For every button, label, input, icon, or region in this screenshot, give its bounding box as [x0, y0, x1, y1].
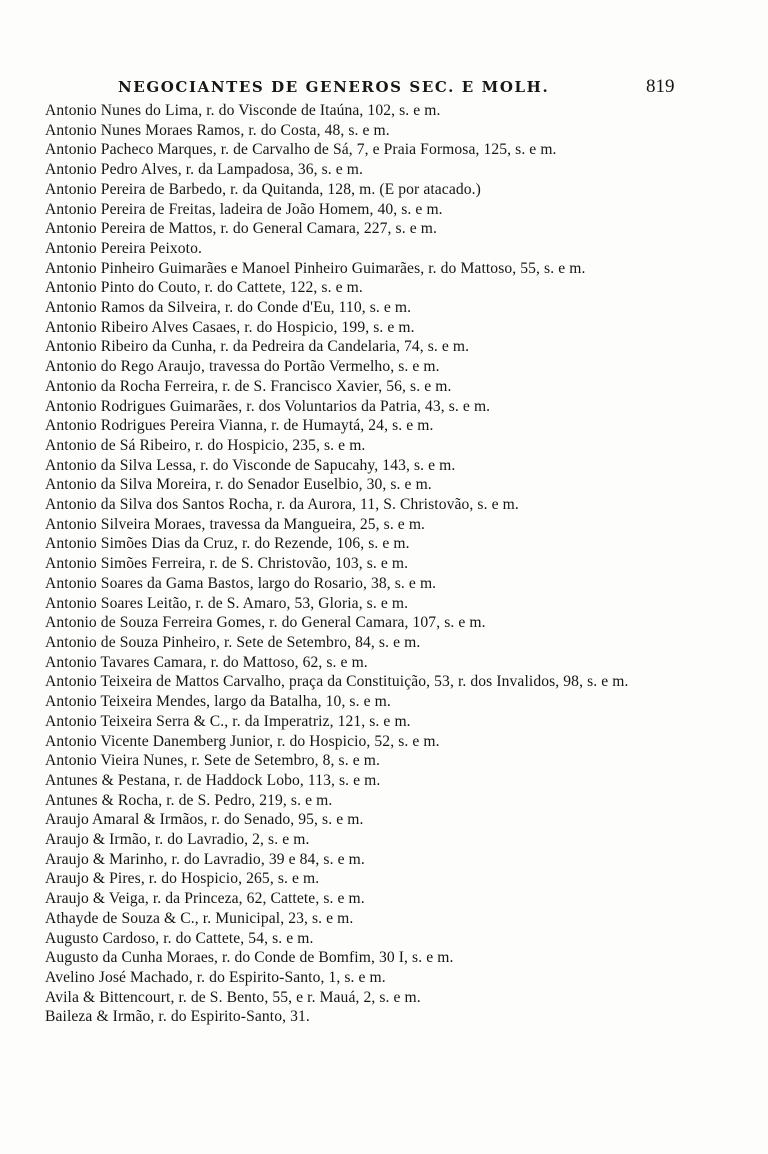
directory-entry: Antonio Soares da Gama Bastos, largo do Rosario, 38, s. e m.: [45, 574, 437, 592]
directory-entry: Antonio Pereira de Freitas, ladeira de João Homem, 40, s. e m.: [45, 200, 443, 218]
directory-entry: Antonio Rodrigues Pereira Vianna, r. de Humaytá, 24, s. e m.: [45, 417, 434, 435]
directory-entry: Antonio Simões Ferreira, r. de S. Christovão, 103, s. e m.: [45, 555, 409, 573]
directory-entry: Antonio Nunes Moraes Ramos, r. do Costa, 48, s. e m.: [45, 121, 390, 139]
directory-entry: Antonio Vicente Danemberg Junior, r. do Hospicio, 52, s. e m.: [45, 732, 440, 750]
directory-entry: Araujo & Pires, r. do Hospicio, 265, s. e m.: [45, 870, 320, 888]
directory-entry: Araujo Amaral & Irmãos, r. do Senado, 95, s. e m.: [45, 811, 364, 829]
directory-entry: Araujo & Irmão, r. do Lavradio, 2, s. e m.: [45, 831, 310, 849]
directory-entries: [45, 101, 690, 1027]
directory-entry: Antonio Teixeira Serra & C., r. da Imperatriz, 121, s. e m.: [45, 712, 411, 730]
directory-entry: Antonio de Souza Pinheiro, r. Sete de Setembro, 84, s. e m.: [45, 633, 421, 651]
directory-entry: Antonio Pereira Peixoto.: [45, 239, 203, 257]
running-title: NEGOCIANTES DE GENEROS SEC. E MOLH.: [118, 78, 550, 96]
directory-entry: Antonio da Silva dos Santos Rocha, r. da Aurora, 11, S. Christovão, s. e m.: [45, 496, 519, 514]
directory-entry: Antonio Tavares Camara, r. do Mattoso, 62, s. e m.: [45, 653, 368, 671]
directory-entry: Antunes & Pestana, r. de Haddock Lobo, 113, s. e m.: [45, 771, 381, 789]
directory-entry: Antonio Teixeira de Mattos Carvalho, praça da Constituição, 53, r. dos Invalidos, 98, s. e m.: [45, 673, 629, 691]
directory-entry: Antonio Ribeiro Alves Casaes, r. do Hospicio, 199, s. e m.: [45, 318, 415, 336]
directory-entry: Antonio Pereira de Barbedo, r. da Quitanda, 128, m. (E por atacado.): [45, 180, 481, 198]
directory-entry: Avelino José Machado, r. do Espirito-Santo, 1, s. e m.: [45, 968, 386, 986]
directory-entry: Antunes & Rocha, r. de S. Pedro, 219, s. e m.: [45, 791, 333, 809]
directory-entry: Antonio Pinheiro Guimarães e Manoel Pinheiro Guimarães, r. do Mattoso, 55, s. e m.: [45, 259, 586, 277]
page-number: 819: [646, 76, 675, 97]
directory-entry: Antonio da Silva Lessa, r. do Visconde de Sapucahy, 143, s. e m.: [45, 456, 456, 474]
directory-entry: Augusto da Cunha Moraes, r. do Conde de Bomfim, 30 I, s. e m.: [45, 949, 454, 967]
directory-entry: Avila & Bittencourt, r. de S. Bento, 55, e r. Mauá, 2, s. e m.: [45, 988, 421, 1006]
directory-entry: Araujo & Marinho, r. do Lavradio, 39 e 84, s. e m.: [45, 850, 365, 868]
page-header: [0, 76, 768, 100]
directory-entry: Antonio Soares Leitão, r. de S. Amaro, 53, Gloria, s. e m.: [45, 594, 409, 612]
directory-entry: Antonio Pedro Alves, r. da Lampadosa, 36, s. e m.: [45, 161, 364, 179]
directory-entry: Antonio Teixeira Mendes, largo da Batalha, 10, s. e m.: [45, 693, 391, 711]
directory-entry: Antonio da Rocha Ferreira, r. de S. Francisco Xavier, 56, s. e m.: [45, 377, 452, 395]
directory-entry: Antonio do Rego Araujo, travessa do Portão Vermelho, s. e m.: [45, 358, 440, 376]
directory-entry: Antonio Ribeiro da Cunha, r. da Pedreira da Candelaria, 74, s. e m.: [45, 338, 470, 356]
directory-entry: Athayde de Souza & C., r. Municipal, 23, s. e m.: [45, 909, 354, 927]
directory-entry: Antonio Pacheco Marques, r. de Carvalho de Sá, 7, e Praia Formosa, 125, s. e m.: [45, 141, 557, 159]
directory-entry: Antonio Nunes do Lima, r. do Visconde de Itaúna, 102, s. e m.: [45, 102, 441, 119]
directory-entry: Antonio de Souza Ferreira Gomes, r. do General Camara, 107, s. e m.: [45, 614, 486, 632]
directory-entry: Antonio Ramos da Silveira, r. do Conde d'Eu, 110, s. e m.: [45, 299, 412, 317]
directory-entry: Baileza & Irmão, r. do Espirito-Santo, 31.: [45, 1008, 310, 1026]
directory-entry: Antonio Pereira de Mattos, r. do General Camara, 227, s. e m.: [45, 220, 437, 238]
directory-entry: Antonio Vieira Nunes, r. Sete de Setembro, 8, s. e m.: [45, 752, 380, 770]
directory-entry: Antonio Rodrigues Guimarães, r. dos Voluntarios da Patria, 43, s. e m.: [45, 397, 491, 415]
directory-entry: Antonio Silveira Moraes, travessa da Mangueira, 25, s. e m.: [45, 515, 426, 533]
directory-entry: Antonio de Sá Ribeiro, r. do Hospicio, 235, s. e m.: [45, 436, 366, 454]
directory-entry: Augusto Cardoso, r. do Cattete, 54, s. e m.: [45, 929, 314, 947]
directory-entry: Antonio da Silva Moreira, r. do Senador Euselbio, 30, s. e m.: [45, 476, 432, 494]
directory-entry: Araujo & Veiga, r. da Princeza, 62, Cattete, s. e m.: [45, 890, 365, 908]
directory-entry: Antonio Pinto do Couto, r. do Cattete, 122, s. e m.: [45, 279, 363, 297]
directory-entry: Antonio Simões Dias da Cruz, r. do Rezende, 106, s. e m.: [45, 535, 410, 553]
